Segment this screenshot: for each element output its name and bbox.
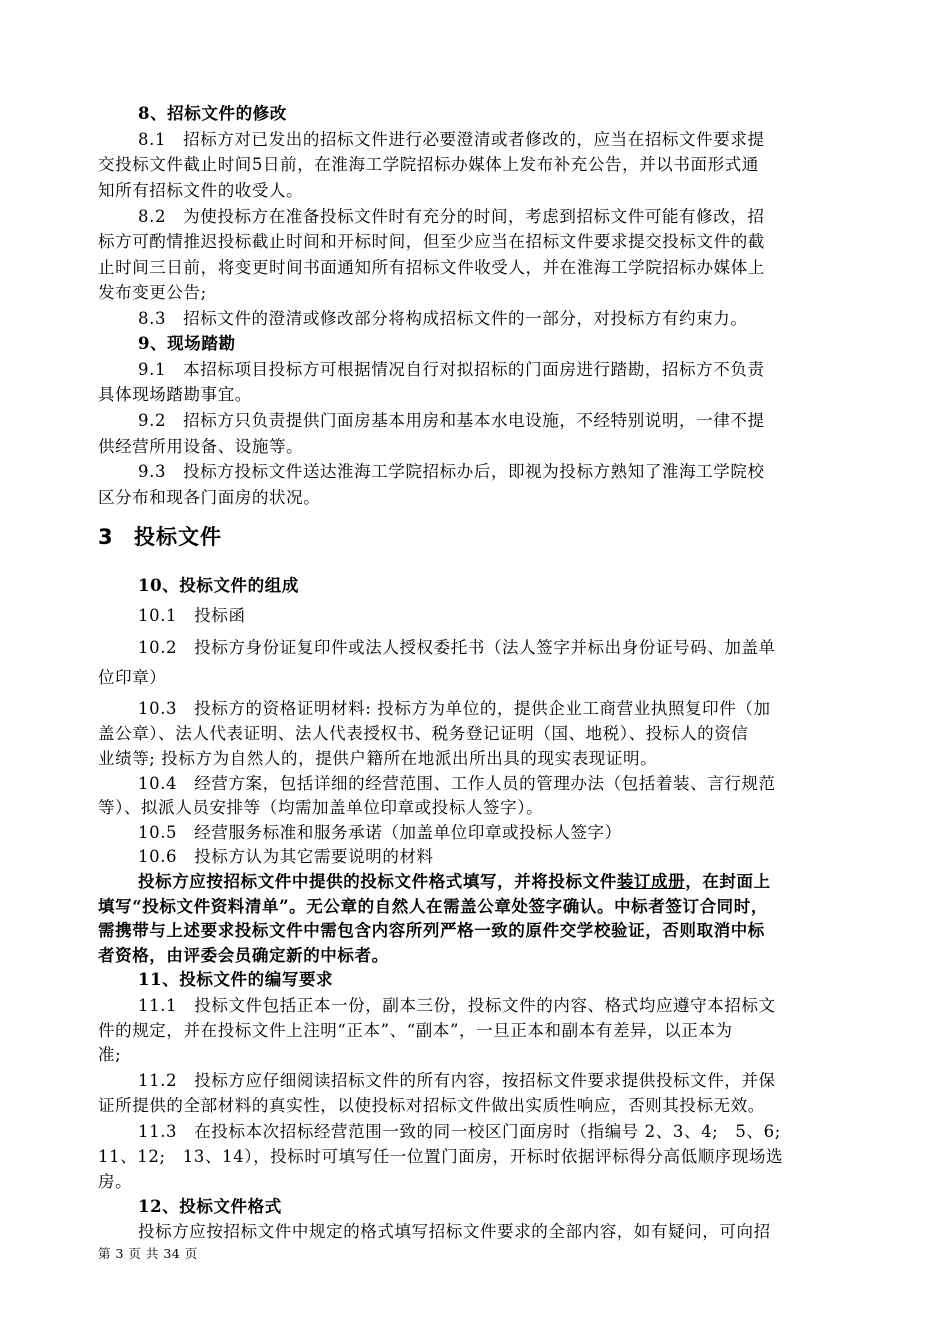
para-12-line-1: 投标方应按招标文件中规定的格式填写招标文件要求的全部内容，如有疑问，可向招 bbox=[138, 1222, 771, 1241]
para-11-1-line-3: 准; bbox=[98, 1045, 122, 1064]
section-10-title: 10、投标文件的组成 bbox=[138, 576, 299, 595]
para-8-2-line-2: 标方可酌情推迟投标截止时间和开标时间，但至少应当在招标文件要求提交投标文件的截 bbox=[98, 232, 765, 251]
para-10-5: 10.5 经营服务标准和服务承诺（加盖单位印章或投标人签字） bbox=[138, 823, 622, 842]
para-11-1-line-2: 件的规定，并在投标文件上注明“正本”、“副本”，一旦正本和副本有差异，以正本为 bbox=[98, 1021, 733, 1040]
para-10-2-line-2: 位印章） bbox=[98, 668, 167, 687]
para-11-3-line-1: 11.3 在投标本次招标经营范围一致的同一校区门面房时（指编号 2、3、4; 5、6; bbox=[138, 1122, 781, 1141]
bold-notice-a: 投标方应按招标文件中提供的投标文件格式填写，并将投标文件 bbox=[138, 872, 617, 891]
bold-notice-b: ，在封面上 bbox=[685, 872, 771, 891]
para-10-3-line-1: 10.3 投标方的资格证明材料: 投标方为单位的，提供企业工商营业执照复印件（加 bbox=[138, 699, 771, 718]
bold-notice-underlined: 装订成册 bbox=[616, 872, 686, 891]
para-8-2-line-3: 止时间三日前，将变更时间书面通知所有招标文件收受人，并在淮海工学院招标办媒体上 bbox=[98, 258, 765, 277]
bold-notice-line-4: 者资格，由评委会员确定新的中标者。 bbox=[98, 946, 389, 965]
section-11-title: 11、投标文件的编写要求 bbox=[138, 970, 334, 989]
para-8-1-line-1: 8.1 招标方对已发出的招标文件进行必要澄清或者修改的，应当在招标文件要求提 bbox=[138, 130, 765, 149]
para-10-1: 10.1 投标函 bbox=[138, 606, 246, 625]
para-10-4-line-2: 等）、拟派人员安排等（均需加盖单位印章或投标人签字）。 bbox=[98, 798, 544, 817]
para-8-2-line-1: 8.2 为使投标方在准备投标文件时有充分的时间，考虑到招标文件可能有修改，招 bbox=[138, 207, 765, 226]
section-12-title: 12、投标文件格式 bbox=[138, 1197, 282, 1216]
para-9-1-line-2: 具体现场踏勘事宜。 bbox=[98, 385, 252, 404]
para-11-3-line-3: 房。 bbox=[98, 1172, 133, 1191]
para-8-3-line-1: 8.3 招标文件的澄清或修改部分将构成招标文件的一部分，对投标方有约束力。 bbox=[138, 309, 748, 328]
para-10-4-line-1: 10.4 经营方案，包括详细的经营范围、工作人员的管理办法（包括着装、言行规范 bbox=[138, 774, 776, 793]
para-11-3-line-2: 11、12; 13、14），投标时可填写任一位置门面房，开标时依据评标得分高低顺序现场选 bbox=[98, 1147, 784, 1166]
para-10-3-line-3: 业绩等; 投标方为自然人的，提供户籍所在地派出所出具的现实表现证明。 bbox=[98, 749, 658, 768]
chapter-heading bbox=[98, 524, 222, 550]
para-10-3-line-2: 盖公章）、法人代表证明、法人代表授权书、税务登记证明（国、地税）、投标人的资信 bbox=[98, 724, 749, 743]
para-9-2-line-2: 供经营所用设备、设施等。 bbox=[98, 437, 304, 456]
bold-notice-line-3: 需携带与上述要求投标文件中需包含内容所列严格一致的原件交学校验证，否则取消中标 bbox=[98, 921, 765, 940]
para-9-3-line-2: 区分布和现各门面房的状况。 bbox=[98, 488, 321, 507]
bold-notice-line-2: 填写“投标文件资料清单”。无公章的自然人在需盖公章处签字确认。中标者签订合同时， bbox=[98, 897, 768, 916]
para-8-1-line-3: 知所有招标文件的收受人。 bbox=[98, 181, 304, 200]
para-9-3-line-1: 9.3 投标方投标文件送达淮海工学院招标办后，即视为投标方熟知了淮海工学院校 bbox=[138, 462, 765, 481]
bold-notice-line-1 bbox=[138, 872, 898, 892]
chapter-number: 3 bbox=[98, 525, 114, 549]
page-footer: 第 3 页 共 34 页 bbox=[98, 1246, 198, 1261]
para-11-2-line-2: 证所提供的全部材料的真实性，以使投标对招标文件做出实质性响应，否则其投标无效。 bbox=[98, 1096, 765, 1115]
para-9-2-line-1: 9.2 招标方只负责提供门面房基本用房和基本水电设施，不经特别说明，一律不提 bbox=[138, 411, 765, 430]
section-9-title: 9、现场踏勘 bbox=[138, 334, 236, 353]
chapter-title: 投标文件 bbox=[134, 525, 222, 549]
section-8-title: 8、招标文件的修改 bbox=[138, 104, 287, 123]
para-9-1-line-1: 9.1 本招标项目投标方可根据情况自行对拟招标的门面房进行踏勘，招标方不负责 bbox=[138, 360, 765, 379]
para-11-2-line-1: 11.2 投标方应仔细阅读招标文件的所有内容，按招标文件要求提供投标文件，并保 bbox=[138, 1071, 776, 1090]
para-11-1-line-1: 11.1 投标文件包括正本一份，副本三份，投标文件的内容、格式均应遵守本招标文 bbox=[138, 996, 776, 1015]
para-8-2-line-4: 发布变更公告; bbox=[98, 283, 207, 302]
para-10-2-line-1: 10.2 投标方身份证复印件或法人授权委托书（法人签字并标出身份证号码、加盖单 bbox=[138, 638, 776, 657]
para-10-6: 10.6 投标方认为其它需要说明的材料 bbox=[138, 847, 434, 866]
para-8-1-line-2: 交投标文件截止时间5日前，在淮海工学院招标办媒体上发布补充公告，并以书面形式通 bbox=[98, 155, 759, 174]
